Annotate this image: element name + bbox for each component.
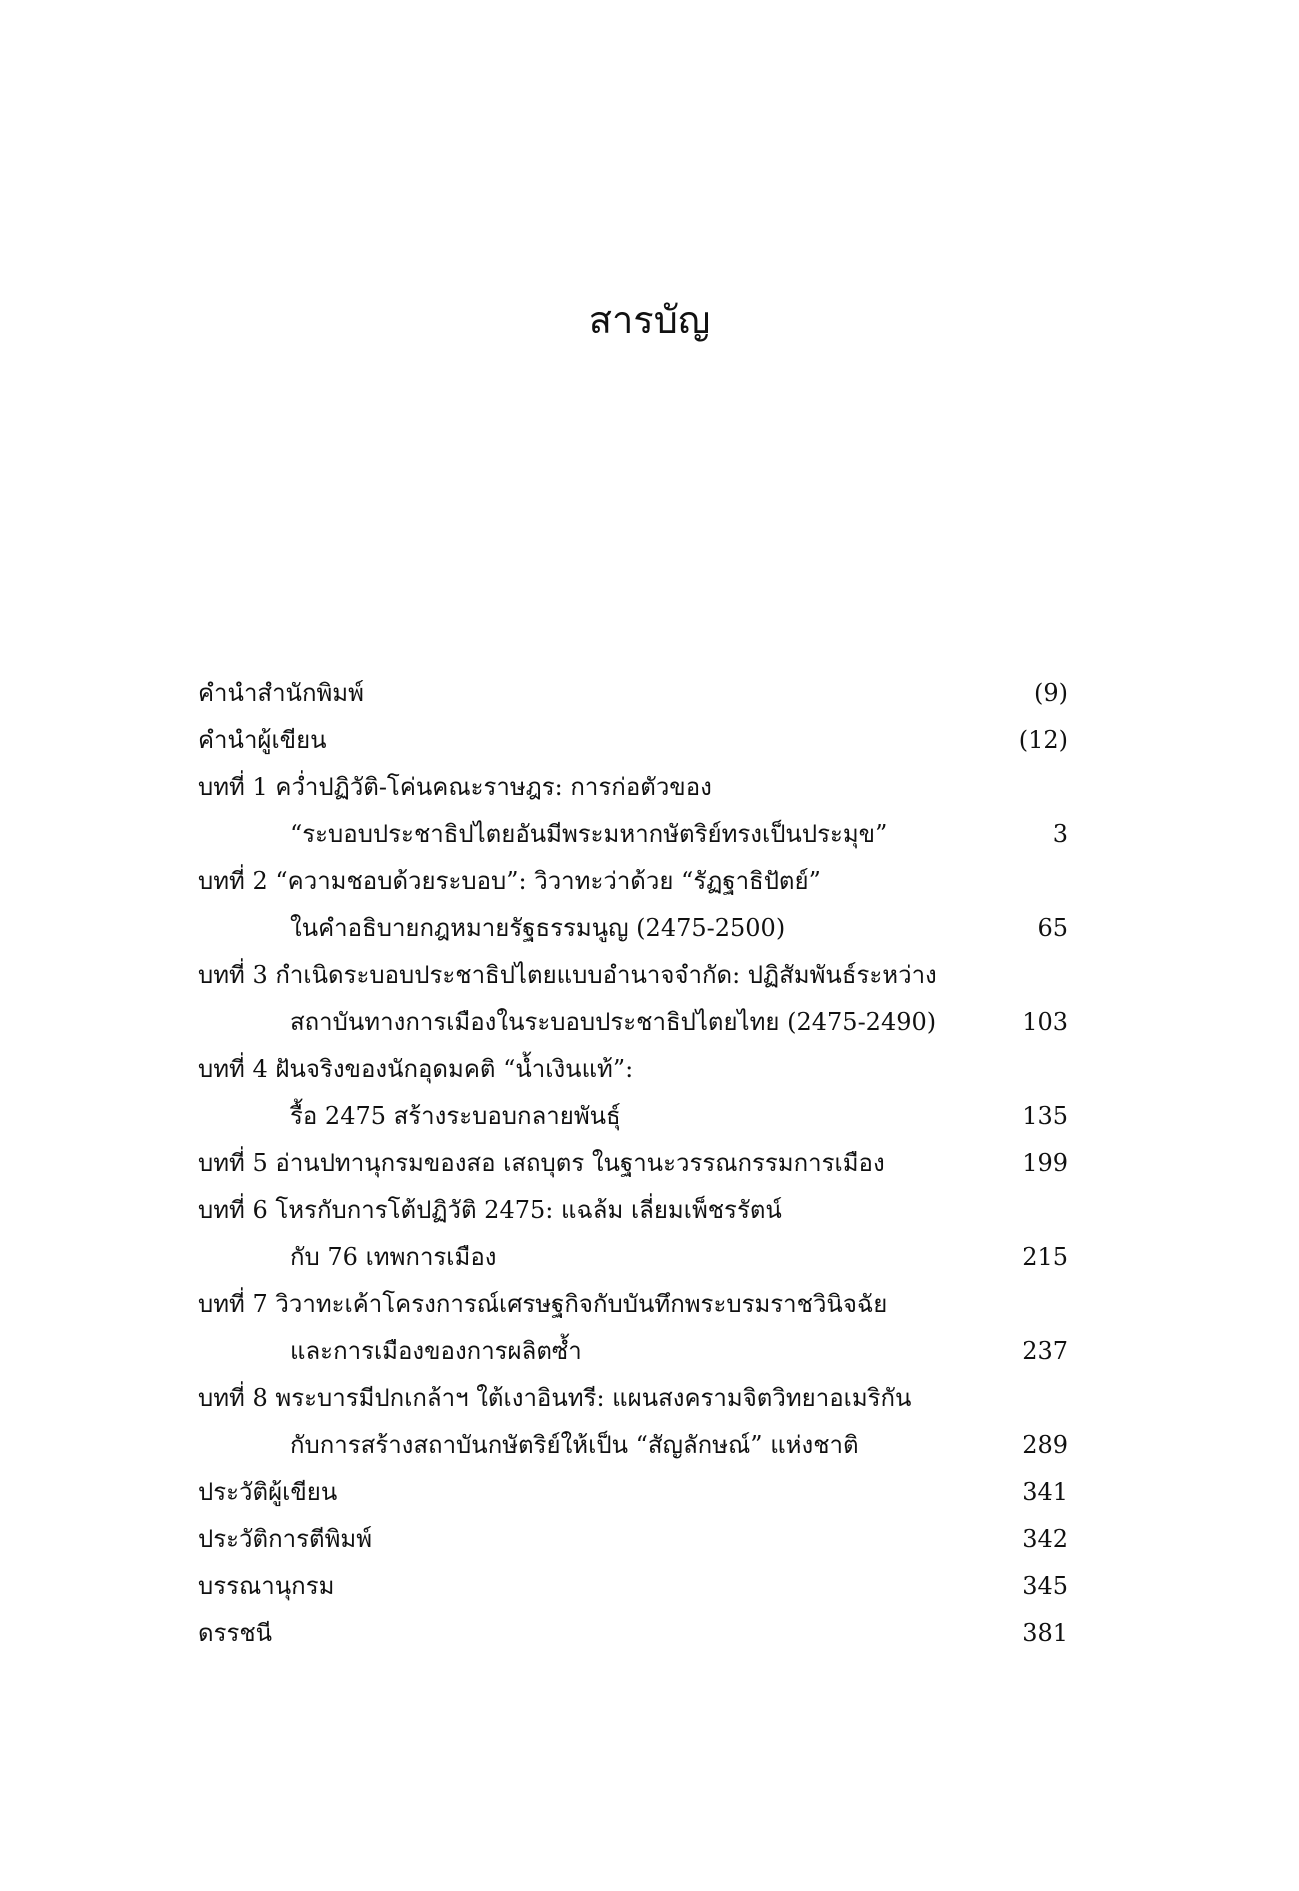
toc-entry-chapter-3-continued[interactable] xyxy=(198,999,1068,1046)
toc-entry-label: คำนำผู้เขียน xyxy=(198,726,327,754)
table-of-contents xyxy=(198,670,1068,1657)
toc-entry-label-continuation: “ระบอบประชาธิปไตยอันมีพระมหากษัตริย์ทรงเป็นประมุข” xyxy=(290,820,888,848)
toc-entry-label: บรรณานุกรม xyxy=(198,1572,335,1600)
toc-entry-chapter-7-continued[interactable] xyxy=(198,1328,1068,1375)
toc-page-number: 215 xyxy=(1022,1243,1068,1271)
toc-entry-author-biography[interactable] xyxy=(198,1469,1068,1516)
toc-entry-label-continuation: สถาบันทางการเมืองในระบอบประชาธิปไตยไทย (2475-2490) xyxy=(290,1008,937,1036)
toc-entry-label-continuation: และการเมืองของการผลิตซ้ำ xyxy=(290,1337,582,1365)
toc-entry-chapter-8-continued[interactable] xyxy=(198,1422,1068,1469)
toc-entry-label-continuation: กับ 76 เทพการเมือง xyxy=(290,1243,497,1271)
toc-entry-chapter-5[interactable] xyxy=(198,1140,1068,1187)
toc-entry-label: บทที่ 1 คว่ำปฏิวัติ-โค่นคณะราษฎร: การก่อตัวของ xyxy=(198,773,712,801)
toc-entry-author-preface[interactable] xyxy=(198,717,1068,764)
toc-entry-bibliography[interactable] xyxy=(198,1563,1068,1610)
toc-page-number: 381 xyxy=(1022,1619,1068,1647)
toc-entry-label: บทที่ 7 วิวาทะเค้าโครงการณ์เศรษฐกิจกับบันทึกพระบรมราชวินิจฉัย xyxy=(198,1290,888,1318)
toc-page-number: 237 xyxy=(1022,1337,1068,1365)
toc-page-number: 345 xyxy=(1022,1572,1068,1600)
toc-entry-label: บทที่ 6 โหรกับการโต้ปฏิวัติ 2475: แฉล้ม เลี่ยมเพ็ชรรัตน์ xyxy=(198,1196,782,1224)
toc-entry-index[interactable] xyxy=(198,1610,1068,1657)
toc-page-number: (9) xyxy=(1034,679,1068,707)
toc-entry-label: บทที่ 2 “ความชอบด้วยระบอบ”: วิวาทะว่าด้วย “รัฏฐาธิปัตย์” xyxy=(198,867,821,895)
toc-entry-label: ประวัติผู้เขียน xyxy=(198,1478,338,1506)
toc-entry-label: ดรรชนี xyxy=(198,1619,273,1647)
toc-entry-label: บทที่ 4 ฝันจริงของนักอุดมคติ “น้ำเงินแท้”: xyxy=(198,1055,634,1083)
page-title: สารบัญ xyxy=(588,298,711,342)
toc-entry-label-continuation: ในคำอธิบายกฎหมายรัฐธรรมนูญ (2475-2500) xyxy=(290,914,786,942)
toc-entry-chapter-8[interactable] xyxy=(198,1375,1068,1422)
toc-page-number: 65 xyxy=(1037,914,1068,942)
toc-entry-label: บทที่ 3 กำเนิดระบอบประชาธิปไตยแบบอำนาจจำกัด: ปฏิสัมพันธ์ระหว่าง xyxy=(198,961,937,989)
toc-entry-label: บทที่ 8 พระบารมีปกเกล้าฯ ใต้เงาอินทรี: แผนสงครามจิตวิทยาอเมริกัน xyxy=(198,1384,912,1412)
toc-entry-chapter-6-continued[interactable] xyxy=(198,1234,1068,1281)
toc-page-number: 103 xyxy=(1022,1008,1068,1036)
toc-entry-chapter-1-continued[interactable] xyxy=(198,811,1068,858)
toc-entry-chapter-2-continued[interactable] xyxy=(198,905,1068,952)
toc-entry-publication-history[interactable] xyxy=(198,1516,1068,1563)
toc-entry-label: ประวัติการตีพิมพ์ xyxy=(198,1525,373,1553)
toc-entry-chapter-1[interactable] xyxy=(198,764,1068,811)
toc-entry-chapter-4[interactable] xyxy=(198,1046,1068,1093)
toc-entry-chapter-3[interactable] xyxy=(198,952,1068,999)
toc-entry-chapter-4-continued[interactable] xyxy=(198,1093,1068,1140)
toc-entry-publisher-foreword[interactable] xyxy=(198,670,1068,717)
toc-page-number: 3 xyxy=(1052,820,1068,848)
toc-entry-chapter-2[interactable] xyxy=(198,858,1068,905)
toc-page-number: 135 xyxy=(1022,1102,1068,1130)
toc-entry-label: บทที่ 5 อ่านปทานุกรมของสอ เสถบุตร ในฐานะวรรณกรรมการเมือง xyxy=(198,1149,885,1177)
toc-page-number: 341 xyxy=(1022,1478,1068,1506)
toc-page-number: (12) xyxy=(1018,726,1068,754)
toc-entry-label-continuation: กับการสร้างสถาบันกษัตริย์ให้เป็น “สัญลักษณ์” แห่งชาติ xyxy=(290,1431,859,1459)
toc-page-number: 199 xyxy=(1022,1149,1068,1177)
toc-entry-label-continuation: รื้อ 2475 สร้างระบอบกลายพันธุ์ xyxy=(290,1102,621,1130)
toc-page-number: 289 xyxy=(1022,1431,1068,1459)
toc-page-number: 342 xyxy=(1022,1525,1068,1553)
toc-entry-chapter-6[interactable] xyxy=(198,1187,1068,1234)
toc-entry-chapter-7[interactable] xyxy=(198,1281,1068,1328)
toc-entry-label: คำนำสำนักพิมพ์ xyxy=(198,679,364,707)
